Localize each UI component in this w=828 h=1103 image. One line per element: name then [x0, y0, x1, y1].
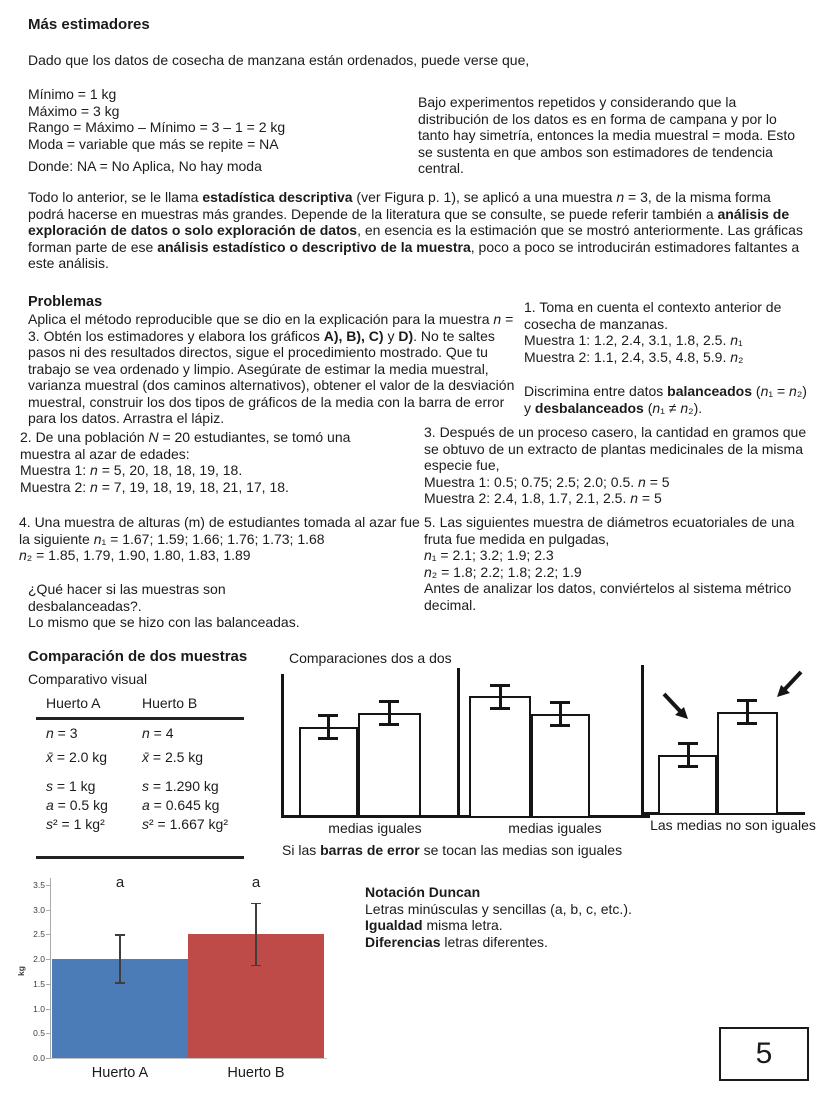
- unbalanced-answer: Lo mismo que se hizo con las balanceadas.: [28, 614, 300, 630]
- error-bar-cap: [251, 903, 261, 905]
- y-tick-label: 3.0: [33, 904, 45, 915]
- table-cell-a-b: a = 0.645 kg: [142, 797, 220, 813]
- y-axis: [641, 665, 644, 815]
- problem-1-discriminate: Discrimina entre datos balanceados (n₁ = n₂) y desbalanceados (n₁ ≠ n₂).: [524, 383, 807, 416]
- y-tick-label: 1.5: [33, 978, 45, 989]
- problem-2-text: 2. De una población N = 20 estudiantes, se tomó una muestra al azar de edades:: [20, 429, 351, 462]
- y-tick-label: 2.5: [33, 929, 45, 940]
- problem-3: [424, 424, 816, 507]
- pairwise-title: Comparaciones dos a dos: [289, 650, 452, 666]
- bar-left: [469, 696, 531, 818]
- y-axis-title: kg: [16, 965, 26, 976]
- mini-chart-equal-2: [455, 662, 655, 844]
- duncan-line-2: Igualdad misma letra.: [365, 917, 503, 933]
- problem-5-note: Antes de analizar los datos, conviértelos al sistema métrico decimal.: [424, 580, 792, 613]
- y-tick-mark: [46, 1033, 50, 1034]
- error-bar-caption: Si las barras de error se tocan las medias son iguales: [282, 842, 623, 858]
- error-bar-cap: [115, 982, 125, 984]
- page-number: 5: [755, 1037, 773, 1070]
- table-header-huerto-b: Huerto B: [142, 695, 198, 711]
- x-axis-line: [50, 1058, 327, 1059]
- category-label: Huerto B: [227, 1065, 285, 1081]
- error-cap: [550, 701, 570, 704]
- duncan-letter: a: [251, 874, 261, 891]
- bar-left: [299, 727, 358, 817]
- y-tick-mark: [46, 959, 50, 960]
- estimator-minimo: Mínimo = 1 kg: [28, 86, 117, 102]
- donde-note: Donde: NA = No Aplica, No hay moda: [28, 158, 262, 174]
- table-cell-s-b: s = 1.290 kg: [142, 778, 219, 794]
- y-tick-label: 0.0: [33, 1053, 45, 1063]
- error-cap: [550, 724, 570, 727]
- y-axis: [457, 668, 460, 818]
- duncan-heading: Notación Duncan: [365, 884, 481, 900]
- problem-5-text: 5. Las siguientes muestra de diámetros ecuatoriales de una fruta fue medida en pulgadas,: [424, 514, 795, 547]
- estimator-moda: Moda = variable que más se repite = NA: [28, 135, 279, 152]
- table-header-huerto-a: Huerto A: [46, 695, 101, 711]
- y-tick-mark: [46, 984, 50, 985]
- error-cap: [379, 723, 399, 726]
- page-number-box: [719, 1027, 809, 1081]
- problem-1: [524, 299, 816, 416]
- duncan-letter: a: [115, 874, 125, 891]
- problem-3-text: 3. Después de un proceso casero, la cantidad en gramos que se obtuvo de un extracto de plantas medicinales de la misma especie fue,: [424, 424, 807, 473]
- problem-2-sample-2: Muestra 2: n = 7, 19, 18, 19, 18, 21, 17, 18.: [20, 478, 289, 495]
- problems-heading: Problemas: [28, 294, 103, 310]
- y-tick-mark: [46, 885, 50, 886]
- y-tick-mark: [46, 1058, 50, 1059]
- error-bar-line: [119, 934, 121, 983]
- unbalanced-question: ¿Qué hacer si las muestras son desbalanceadas?.: [28, 581, 226, 614]
- estimator-rango: Rango = Máximo – Mínimo = 3 – 1 = 2 kg: [28, 119, 286, 135]
- bar-right: [358, 713, 421, 817]
- mini-chart-equal-1: [280, 665, 472, 843]
- table-cell-n-a: n = 3: [46, 725, 78, 741]
- estimator-list: [28, 86, 285, 152]
- side-note: Bajo experimentos repetidos y considerando que la distribución de los datos es en forma de campana y por lo tanto hay simetría, entonces la media muestral = moda. Esto se sustenta en que ambos son estimadores de tendencia central.: [418, 94, 796, 176]
- y-tick-mark: [46, 1009, 50, 1010]
- y-axis-line: [50, 878, 51, 1059]
- bar-right: [531, 714, 590, 818]
- mini-chart-label: medias iguales: [328, 820, 422, 836]
- mini-chart-label: Las medias no son iguales: [650, 817, 816, 833]
- mini-chart-not-equal: [638, 660, 828, 842]
- problem-2: [20, 429, 376, 495]
- problem-4: [19, 514, 425, 564]
- error-cap: [678, 742, 698, 745]
- table-cell-mean-b: x̄ = 2.5 kg: [142, 749, 204, 765]
- table-bottom-rule: [36, 856, 244, 859]
- problem-3-sample-2: Muestra 2: 2.4, 1.8, 1.7, 2.1, 2.5. n = 5: [424, 490, 662, 506]
- problem-4-text: 4. Una muestra de alturas (m) de estudiantes tomada al azar fue la siguiente n₁ = 1.67; 1.59; 1.66; 1.76; 1.73; 1.68: [19, 514, 420, 547]
- error-cap: [737, 722, 757, 725]
- comparison-table: [36, 692, 244, 860]
- problem-1-sample-2: Muestra 2: 1.1, 2.4, 3.5, 4.8, 5.9. n₂: [524, 348, 744, 365]
- y-tick-mark: [46, 934, 50, 935]
- arrow-down-right-icon: [660, 690, 692, 724]
- bar-right: [717, 712, 778, 815]
- problem-4-sample-2: n₂ = 1.85, 1.79, 1.90, 1.80, 1.83, 1.89: [19, 547, 251, 563]
- problem-5-sample-1: n₁ = 2.1; 3.2; 1.9; 2.3: [424, 547, 554, 563]
- problems-intro: Aplica el método reproducible que se dio en la explicación para la muestra n = 3. Obtén los estimadores y elabora los gráficos A), B), C) y D). No te saltes pasos ni des resultados directos, sigue el procedimiento mostrado. Que tu trabajo se vea ordenado y limpio. Asegúrate de estimar la media muestral, varianza muestral (dos caminos alternativos), obtener el valor de la desviación muestral, construir los dos tipos de gráficos de la media con la barra de error para los datos. Arrastra el lápiz.: [28, 311, 515, 426]
- error-cap: [678, 765, 698, 768]
- problem-5: [424, 514, 824, 613]
- error-bar-cap: [115, 934, 125, 936]
- y-tick-label: 3.5: [33, 880, 45, 890]
- huertos-mean-chart: [14, 870, 354, 1088]
- comparison-heading: Comparación de dos muestras: [28, 648, 248, 665]
- error-cap: [318, 737, 338, 740]
- y-axis: [281, 674, 284, 818]
- table-cell-a-a: a = 0.5 kg: [46, 797, 108, 813]
- y-tick-label: 0.5: [33, 1028, 45, 1039]
- table-cell-var-a: s² = 1 kg²: [46, 816, 105, 832]
- mini-chart-label: medias iguales: [508, 820, 602, 836]
- comparison-subheading: Comparativo visual: [28, 671, 148, 687]
- estimator-maximo: Máximo = 3 kg: [28, 102, 120, 119]
- problem-1-text: 1. Toma en cuenta el contexto anterior de cosecha de manzanas.: [524, 299, 782, 332]
- error-cap: [318, 714, 338, 717]
- error-cap: [490, 684, 510, 687]
- problem-5-sample-2: n₂ = 1.8; 2.2; 1.8; 2.2; 1.9: [424, 563, 582, 580]
- arrow-down-left-icon: [773, 668, 805, 702]
- error-cap: [379, 700, 399, 703]
- error-cap: [737, 699, 757, 702]
- duncan-block: [365, 884, 695, 950]
- table-cell-mean-a: x̄ = 2.0 kg: [46, 749, 108, 765]
- intro-lead: Dado que los datos de cosecha de manzana están ordenados, puede verse que,: [28, 52, 530, 68]
- y-tick-mark: [46, 910, 50, 911]
- table-cell-s-a: s = 1 kg: [46, 778, 96, 794]
- table-header-rule: [36, 717, 244, 720]
- error-cap: [490, 707, 510, 710]
- problem-2-sample-1: Muestra 1: n = 5, 20, 18, 18, 19, 18.: [20, 462, 243, 478]
- error-bar-line: [255, 903, 257, 967]
- page-title: Más estimadores: [28, 16, 150, 33]
- duncan-line-1: Letras minúsculas y sencillas (a, b, c, etc.).: [365, 900, 632, 917]
- summary-paragraph: Todo lo anterior, se le llama estadística descriptiva (ver Figura p. 1), se aplicó a una muestra n = 3, de la misma forma podrá hacerse en muestras más grandes. Depende de la literatura que se consulte, se puede referir también a análisis de exploración de datos o solo exploración de datos, en esencia es la estimación que se mostró anteriormente. Las gráficas forman parte de ese análisis estadístico o descriptivo de la muestra, poco a poco se introducirán estimadores faltantes a este análisis.: [28, 189, 803, 271]
- error-bar-cap: [251, 965, 261, 967]
- problem-3-sample-1: Muestra 1: 0.5; 0.75; 2.5; 2.0; 0.5. n = 5: [424, 473, 670, 490]
- duncan-line-3: Diferencias letras diferentes.: [365, 933, 548, 950]
- problem-1-sample-1: Muestra 1: 1.2, 2.4, 3.1, 1.8, 2.5. n₁: [524, 332, 743, 348]
- table-cell-n-b: n = 4: [142, 725, 174, 741]
- category-label: Huerto A: [91, 1065, 149, 1081]
- y-tick-label: 2.0: [33, 954, 45, 965]
- y-tick-label: 1.0: [33, 1003, 45, 1014]
- table-cell-var-b: s² = 1.667 kg²: [142, 816, 228, 832]
